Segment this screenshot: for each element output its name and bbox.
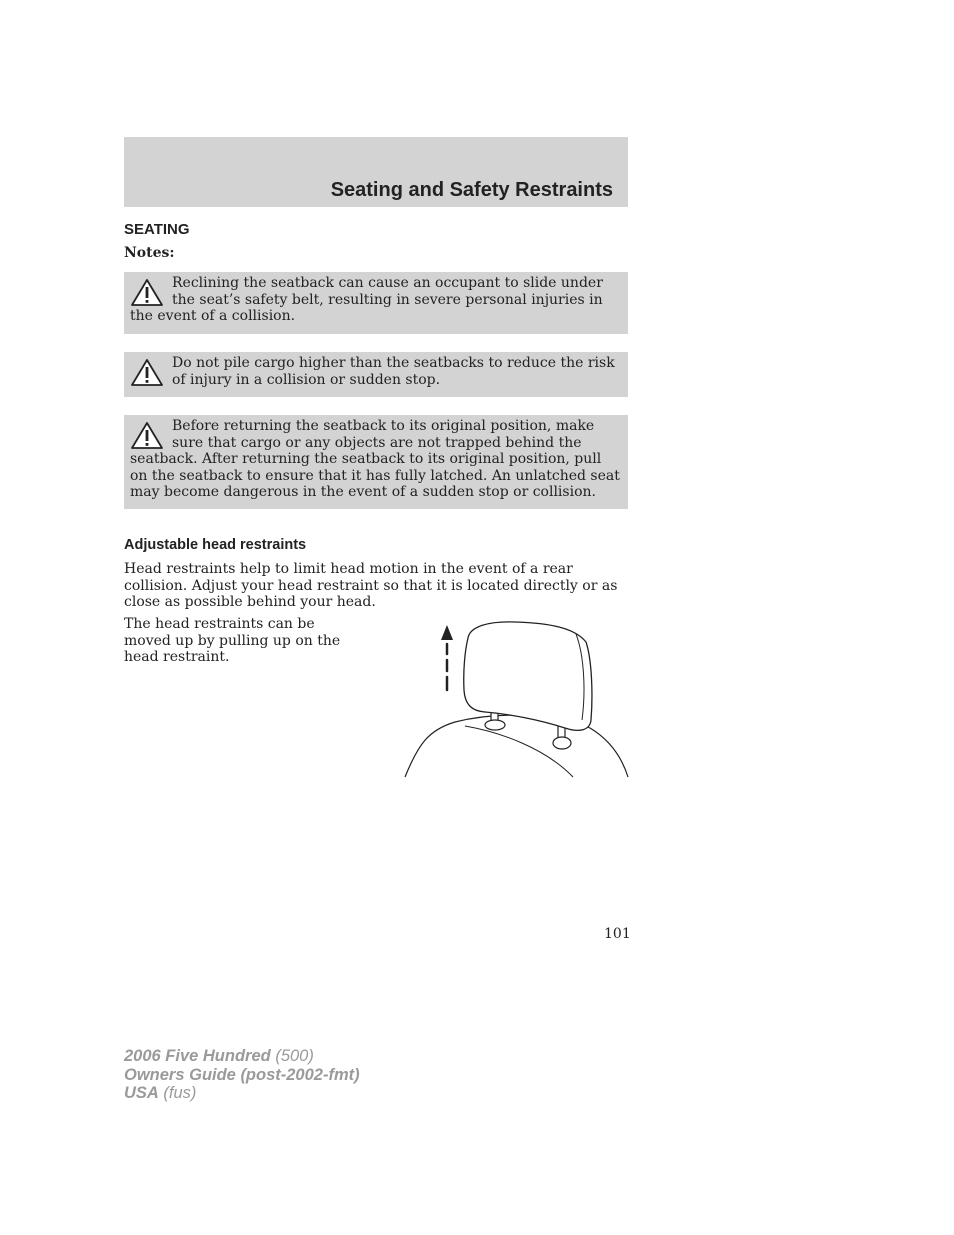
warning-triangle-icon — [130, 278, 164, 308]
warning-triangle-icon — [130, 421, 164, 451]
footer-model-code: (500) — [270, 1047, 314, 1065]
footer-market: USA — [124, 1084, 159, 1102]
footer — [124, 1047, 360, 1103]
subsection-heading: Adjustable head restraints — [124, 537, 307, 553]
footer-guide: Owners Guide (post-2002-fmt) — [124, 1065, 360, 1084]
warning-box — [124, 352, 628, 397]
body-paragraph: The head restraints can be moved up by pulling up on the head restraint. — [124, 616, 341, 665]
warning-triangle-icon — [130, 358, 164, 388]
body-paragraph: Head restraints help to limit head motion in the event of a rear collision. Adjust your head restraint so that it is located directly or as close as possible behind your head. — [124, 561, 618, 610]
footer-model: 2006 Five Hundred — [124, 1047, 271, 1065]
page-number: 101 — [604, 926, 631, 942]
page-title: Seating and Safety Restraints — [330, 179, 613, 201]
warning-box — [124, 272, 628, 334]
header-band — [124, 137, 628, 207]
warning-text: Reclining the seatback can cause an occupant to slide under the seat’s safety belt, resulting in severe personal injuries in the event of a collision. — [130, 275, 603, 324]
section-heading: SEATING — [124, 221, 190, 238]
warning-box — [124, 415, 628, 509]
footer-market-code: (fus) — [158, 1084, 197, 1102]
notes-label: Notes: — [124, 245, 175, 261]
warning-text: Do not pile cargo higher than the seatbacks to reduce the risk of injury in a collision or sudden stop. — [172, 355, 615, 388]
warning-text: Before returning the seatback to its original position, make sure that cargo or any objects are not trapped behind the seatback. After returning the seatback to its original position, pull on the seatback to ensure that it has fully latched. An unlatched seat may become dangerous in the event of a sudden stop or collision. — [130, 418, 620, 500]
arrow-up-icon — [441, 625, 453, 640]
head-restraint-illustration — [400, 620, 630, 780]
